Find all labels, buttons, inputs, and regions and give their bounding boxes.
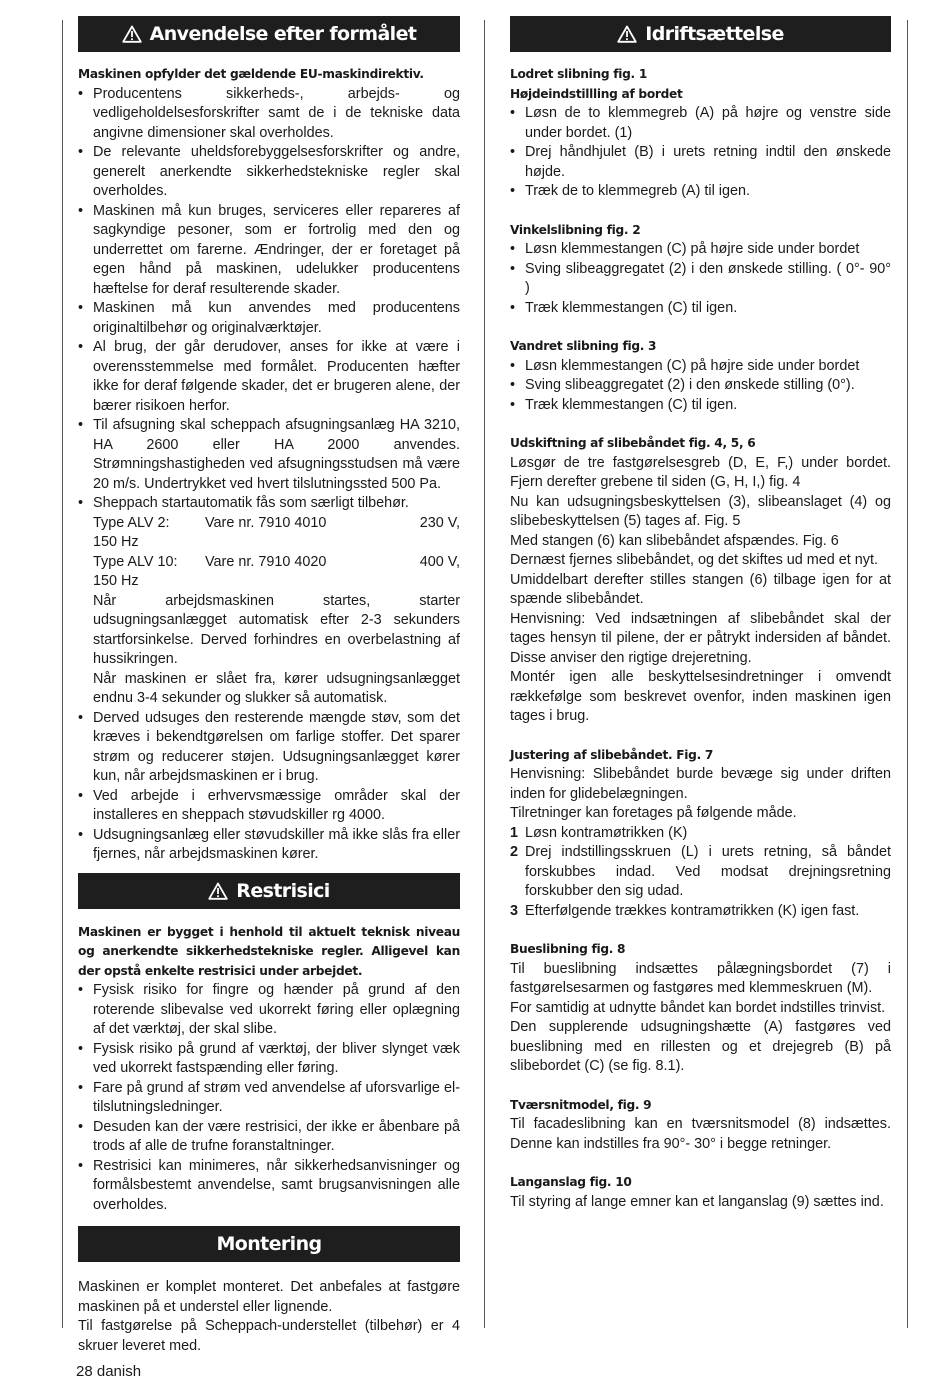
list-item: • Sving slibeaggregatet (2) i den ønskede stilling. ( 0°- 90° ) — [510, 260, 891, 299]
section-lead: Maskinen er bygget i henhold til aktuelt teknisk niveau og anerkendte sikkerhedstekniske regler. Alligevel kan der opstå enkelte restrisici under arbejdet. — [78, 924, 460, 978]
paragraph: Umiddelbart derefter stilles stangen (6) tilbage igen for at spænde slibebåndet. — [510, 571, 891, 607]
paragraph: For samtidig at udnytte båndet kan bordet indstilles trinvist. — [510, 999, 886, 1016]
warning-icon — [208, 882, 228, 900]
bullet-list — [510, 104, 891, 202]
section-header-restrisici — [78, 873, 460, 909]
paragraph: Løsgør de tre fastgørelsesgreb (D, E, F,) under bordet. Fjern derefter grebene til siden (G, H, I,) fig. 4 — [510, 454, 891, 490]
step-text: Efterfølgende trækkes kontramøtrikken (K) igen fast. — [525, 902, 860, 919]
step-number: 1 — [510, 824, 519, 841]
subsection-heading: Justering af slibebåndet. Fig. 7 — [510, 747, 714, 762]
bullet-list — [78, 981, 460, 1215]
list-item: • Til afsugning skal scheppach afsugningsanlæg HA 3210, HA 2600 eller HA 2000 anvendes. Strømningshastigheden ved afsugningsstudsen må være 20 m/s. Undertrykket ved hvert tilslutningssted 500 Pa. — [78, 416, 460, 494]
subsection-heading: Vinkelslibning fig. 2 — [510, 222, 641, 237]
section-title: Idriftsættelse — [645, 23, 784, 45]
paragraph: Når maskinen er slået fra, kører udsugningsanlægget endnu 3-4 sekunder og slukker så automatisk. — [93, 670, 460, 706]
list-item: • Drej håndhjulet (B) i urets retning indtil den ønskede højde. — [510, 143, 891, 182]
column-rule-middle — [484, 20, 485, 1328]
list-item — [510, 824, 891, 844]
step-text: Løsn kontramøtrikken (K) — [525, 824, 688, 841]
list-item: • Sving slibeaggregatet (2) i den ønskede stilling (0°). — [510, 376, 891, 396]
subsection-heading: Langanslag fig. 10 — [510, 1175, 632, 1189]
list-item: • Fare på grund af strøm ved anvendelse af uforsvarlige el-tilslutningsledninger. — [78, 1079, 460, 1118]
list-item — [510, 843, 891, 902]
list-item — [510, 902, 891, 922]
type-label: Type ALV 10: — [93, 553, 178, 570]
step-number: 2 — [510, 844, 519, 860]
paragraph: Henvisning: Ved indsætningen af slibebåndet skal der tages hensyn til pilene, der er påtrykt indersiden af båndet. Disse anviser den rigtige drejeretning. — [510, 610, 891, 666]
step-number: 3 — [510, 902, 519, 919]
type-label: Type ALV 2: — [93, 514, 170, 531]
list-item: • Træk de to klemmegreb (A) til igen. — [510, 182, 891, 202]
list-item: • Restrisici kan minimeres, når sikkerhedsanvisninger og formålsbestemt anvendelse, samt brugsanvisningen alle overholdes. — [78, 1157, 460, 1216]
paragraph: Når arbejdsmaskinen startes, starter udsugningsanlægget automatisk efter 2-3 sekunders startforsinkelse. Derved forhindres en overbelastning af hussikringen. — [93, 592, 460, 667]
section-lead: Maskinen opfylder det gældende EU-maskindirektiv. — [78, 67, 424, 81]
paragraph: Med stangen (6) kan slibebåndet afspændes. Fig. 6 — [510, 532, 839, 549]
list-item: • Løsn klemmestangen (C) på højre side under bordet — [510, 240, 891, 260]
paragraph: Til styring af lange emner kan et langanslag (9) sættes ind. — [510, 1193, 884, 1210]
subsection-heading: Tværsnitmodel, fig. 9 — [510, 1097, 652, 1112]
voltage: 400 V, — [419, 553, 460, 570]
accessory-row — [93, 514, 460, 534]
subsection-heading: Udskiftning af slibebåndet fig. 4, 5, 6 — [510, 436, 756, 450]
step-text: Drej indstillingsskruen (L) i urets retning, så båndet forskubbes indad. Ved modsat drejningsretning forskubber den sig udad. — [525, 844, 891, 899]
paragraph: Tilretninger kan foretages på følgende måde. — [510, 805, 797, 821]
paragraph: Henvisning: Slibebåndet burde bevæge sig under driften inden for glidebelægningen. — [510, 766, 891, 802]
item-number: Vare nr. 7910 4020 — [205, 553, 327, 570]
numbered-list — [510, 824, 891, 922]
paragraph: Montér igen alle beskyttelsesindretninger i omvendt rækkefølge som beskrevet ovenfor, inden maskinen igen tages i brug. — [510, 669, 891, 724]
list-item: • Løsn de to klemmegreb (A) på højre og venstre side under bordet. (1) — [510, 104, 891, 143]
subsection-heading: Vandret slibning fig. 3 — [510, 339, 657, 353]
paragraph: Den supplerende udsugningshætte (A) fastgøres ved bueslibning med en rillesten og et drejegreb (B) på slibebordet (C) (se fig. 8.1). — [510, 1019, 891, 1074]
list-item: • Udsugningsanlæg eller støvudskiller må ikke slås fra eller fjernes, når arbejdsmaskinen kører. — [78, 826, 460, 865]
section-header-idriftsaettelse — [510, 16, 891, 52]
column-rule-left — [62, 20, 63, 1328]
bullet-list — [510, 240, 891, 318]
warning-icon — [122, 25, 142, 43]
list-item-text: • Sheppach startautomatik fås som særligt tilbehør. — [93, 495, 409, 511]
item-number: Vare nr. 7910 4010 — [205, 514, 327, 531]
paragraph: Til facadeslibning kan en tværsnitsmodel (8) indsættes. Denne kan indstilles fra 90°- 30° i begge retninger. — [510, 1116, 891, 1152]
paragraph: Dernæst fjernes slibebåndet, og det skiftes ud med et nyt. — [510, 552, 878, 568]
paragraph: Til fastgørelse på Scheppach-understellet (tilbehør) er 4 skruer leveret med. — [78, 1318, 460, 1354]
list-item: • Desuden kan der være restrisici, der ikke er åbenbare på trods af alle de trufne foranstaltninger. — [78, 1118, 460, 1157]
section-title: Montering — [216, 1233, 322, 1255]
right-column — [510, 16, 891, 1212]
subsection-heading: Højdeindstillling af bordet — [510, 86, 683, 101]
list-item: • Træk klemmestangen (C) til igen. — [510, 299, 891, 319]
list-item: • Al brug, der går derudover, anses for ikke at være i overensstemmelse med formålet. Producenten hæfter ikke for deraf følgende skader, det er brugeren alene, der bærer risikoen herfor. — [78, 338, 460, 416]
subsection-heading: Bueslibning fig. 8 — [510, 942, 626, 956]
bullet-list — [510, 357, 891, 416]
section-header-montering — [78, 1226, 460, 1262]
bullet-list — [78, 85, 460, 865]
paragraph: Maskinen er komplet monteret. Det anbefales at fastgøre maskinen på et understel eller lignende. — [78, 1279, 460, 1315]
section-header-anvendelse — [78, 16, 460, 52]
section-title: Anvendelse efter formålet — [149, 23, 417, 45]
list-item: • Producentens sikkerheds-, arbejds- og vedligeholdelsesforskrifter samt de i de tekniske data angivne dimensioner skal overholdes. — [78, 85, 460, 144]
column-rule-right — [907, 20, 908, 1328]
frequency: 150 Hz — [93, 534, 139, 550]
list-item: • Løsn klemmestangen (C) på højre side under bordet — [510, 357, 891, 377]
list-item: • Træk klemmestangen (C) til igen. — [510, 396, 891, 416]
list-item: • Maskinen må kun anvendes med producentens originaltilbehør og originalværktøjer. — [78, 299, 460, 338]
subsection-heading: Lodret slibning fig. 1 — [510, 67, 647, 81]
paragraph: Til bueslibning indsættes pålægningsbordet (7) i fastgørelsesarmen og fastgøres med klemmeskruen (M). — [510, 960, 891, 996]
frequency: 150 Hz — [93, 573, 139, 589]
paragraph: Nu kan udsugningsbeskyttelsen (3), slibeanslaget (4) og slibebeskyttelsen (5) tages af. Fig. 5 — [510, 493, 891, 529]
warning-icon — [617, 25, 637, 43]
list-item: • De relevante uheldsforebyggelsesforskrifter og andre, generelt anerkendte sikkerhedstekniske regler skal overholdes. — [78, 143, 460, 202]
section-title: Restrisici — [236, 879, 330, 902]
list-item: • Maskinen må kun bruges, serviceres eller repareres af sagkyndige pesoner, som er fortrolig med den og underrettet om farerne. Ændringer, der er foretaget på egen hånd på maskinen, udelukker producentens hæftelse for deraf resulterende skader. — [78, 202, 460, 300]
accessory-row — [93, 553, 460, 573]
page-footer: 28 danish — [76, 1363, 142, 1380]
list-item: • Ved arbejde i erhvervsmæssige områder skal der installeres en sheppach støvudskiller rg 4000. — [78, 787, 460, 826]
list-item: • Fysisk risiko på grund af værktøj, der bliver slynget væk ved ukorrekt fastspænding eller føring. — [78, 1040, 460, 1079]
voltage: 230 V, — [419, 514, 460, 531]
list-item: • Fysisk risiko for fingre og hænder på grund af den roterende slibevalse ved ukorrekt føring eller oplægning af det værktøj, der skal slibe. — [78, 981, 460, 1040]
list-item — [78, 494, 460, 709]
left-column — [78, 16, 460, 1356]
list-item: • Derved udsuges den resterende mængde støv, som det kræves i bekendtgørelsen om farlige stoffer. Det sparer strøm og reducerer støjen. Udsugningsanlægget kører kun, når arbejdsmaskinen er i brug. — [78, 709, 460, 787]
